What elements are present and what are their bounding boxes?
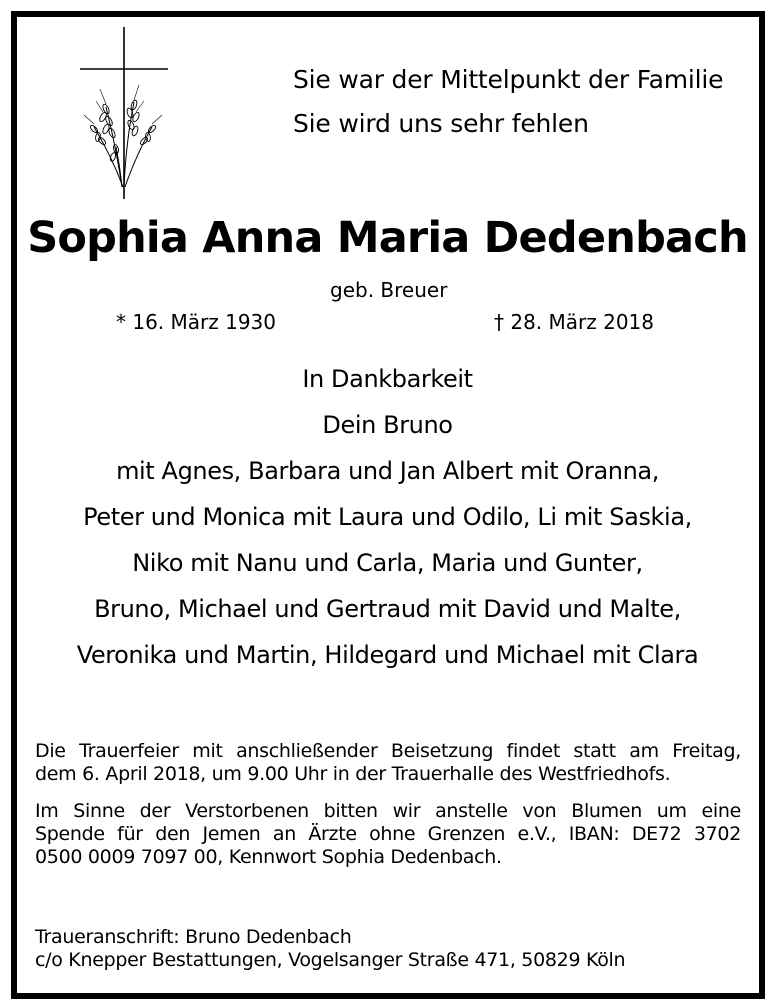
mourners-line: Veronika und Martin, Hildegard und Michael mit Clara (76, 641, 699, 669)
mourners-line: In Dankbarkeit (302, 365, 473, 393)
mourners-line: Niko mit Nanu und Carla, Maria und Gunter, (132, 549, 643, 577)
mourners-line: mit Agnes, Barbara und Jan Albert mit Oranna, (116, 457, 659, 485)
death-date: † 28. März 2018 (494, 310, 655, 334)
mourners-line: Bruno, Michael und Gertraud mit David und Malte, (94, 595, 681, 623)
deceased-name: Sophia Anna Maria Dedenbach (27, 213, 748, 263)
donation-line: Spende für den Jemen an Ärzte ohne Grenzen e.V., IBAN: DE72 3702 (35, 823, 741, 845)
address-line-1: Traueranschrift: Bruno Dedenbach (35, 926, 352, 948)
donation-line: Im Sinne der Verstorbenen bitten wir anstelle von Blumen um eine (35, 800, 741, 822)
mourning-address (35, 926, 625, 972)
motto (293, 58, 723, 146)
mourners-line: Peter und Monica mit Laura und Odilo, Li mit Saskia, (83, 503, 692, 531)
donation-line: 0500 0009 7097 00, Kennwort Sophia Dedenbach. (35, 846, 502, 868)
cross-with-wheat-icon (76, 27, 172, 202)
birth-date: * 16. März 1930 (116, 310, 277, 334)
mourners-line: Dein Bruno (322, 411, 453, 439)
motto-line-1: Sie war der Mittelpunkt der Familie (293, 65, 724, 94)
motto-line-2: Sie wird uns sehr fehlen (293, 109, 589, 138)
born-name: geb. Breuer (330, 278, 448, 302)
ceremony-notice (35, 740, 741, 786)
ceremony-line: dem 6. April 2018, um 9.00 Uhr in der Trauerhalle des Westfriedhofs. (35, 763, 671, 785)
ceremony-line: Die Trauerfeier mit anschließender Beisetzung findet statt am Freitag, (35, 740, 741, 762)
donation-notice (35, 800, 741, 869)
mourners-list (0, 356, 775, 678)
address-line-2: c/o Knepper Bestattungen, Vogelsanger Straße 471, 50829 Köln (35, 949, 626, 971)
